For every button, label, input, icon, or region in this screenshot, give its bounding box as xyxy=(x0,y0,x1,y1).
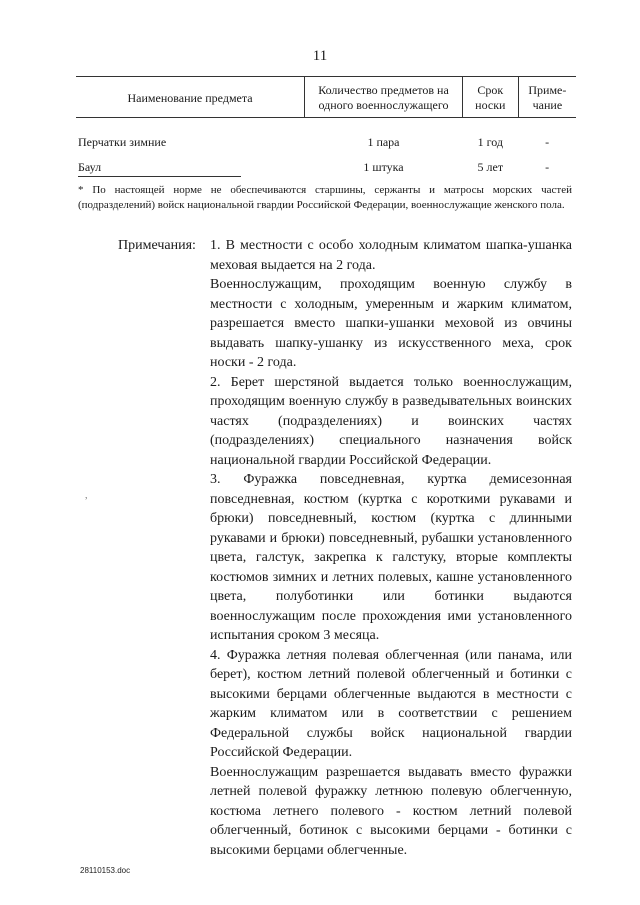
note-paragraph: 3. Фуражка повседневная, куртка демисезонная повседневная, костюм (куртка с короткими рукавами и брюки) повседневный, костюм (куртка с длинными рукавами и брюки) повседневный, рубашки установленного цвета, галстук, закрепка к галстуку, вторые комплекты костюмов зимних и летних полевых, кашне установленного цвета, полуботинки или ботинки выдаются военнослужащим после прохождения ими установленного испытания сроком 3 месяца. xyxy=(210,472,572,643)
note-paragraph: 4. Фуражка летняя полевая облегченная (или панама, или берет), костюм летний полевой облегченный и ботинки с высокими берцами облегченные выдаются в местности с жарким климатом или в соответствии с решением Федеральной службы войск национальной гвардии Российской Федерации. xyxy=(210,647,572,760)
document-filename: 28110153.doc xyxy=(80,866,131,875)
row-wear-term: 5 лет xyxy=(477,160,504,174)
row-quantity: 1 штука xyxy=(363,160,404,174)
header-item-name: Наименование предмета xyxy=(76,77,305,118)
row-note: - xyxy=(545,135,550,149)
margin-mark: , xyxy=(85,490,88,501)
header-wear-term: Срок носки xyxy=(462,77,518,118)
note-paragraph: Военнослужащим разрешается выдавать вместо фуражки летней полевой фуражку летнюю полевую облегченную, костюма летнего полевого - костюм летний полевой облегченный, ботинок с высокими берцами - ботинки с высокими берцами облегченные. xyxy=(210,764,572,858)
note-paragraph: 1. В местности с особо холодным климатом шапка-ушанка меховая выдается на 2 года. xyxy=(210,238,572,273)
notes-label: Примечания: xyxy=(118,238,196,253)
clothing-norm-table xyxy=(76,76,576,180)
table-header-row xyxy=(76,77,576,118)
row-note: - xyxy=(545,160,550,174)
header-note: Приме-чание xyxy=(518,77,576,118)
footnote-divider xyxy=(78,176,241,177)
footnote: * По настоящей норме не обеспечиваются старшины, сержанты и матросы морских частей (подразделений) войск национальной гвардии Российской Федерации, военнослужащие женского пола. xyxy=(78,184,572,211)
note-paragraph: 2. Берет шерстяной выдается только военнослужащим, проходящим военную службу в разведывательных воинских частях (подразделениях) и воинских частях (подразделениях) специального назначения войск национальной гвардии Российской Федерации. xyxy=(210,374,572,468)
page-number: 11 xyxy=(312,48,328,64)
table-row xyxy=(76,118,576,156)
header-quantity: Количество предметов на одного военнослужащего xyxy=(305,77,463,118)
row-wear-term: 1 год xyxy=(477,135,504,149)
row-quantity: 1 пара xyxy=(367,135,400,149)
row-item-name: Баул xyxy=(78,160,102,174)
row-item-name: Перчатки зимние xyxy=(78,135,167,149)
note-paragraph: Военнослужащим, проходящим военную службу в местности с холодным, умеренным и жарким климатом, разрешается вместо шапки-ушанки меховой из овчины выдавать шапку-ушанку из искусственного меха, срок носки - 2 года. xyxy=(210,277,572,370)
notes-body xyxy=(210,236,572,860)
